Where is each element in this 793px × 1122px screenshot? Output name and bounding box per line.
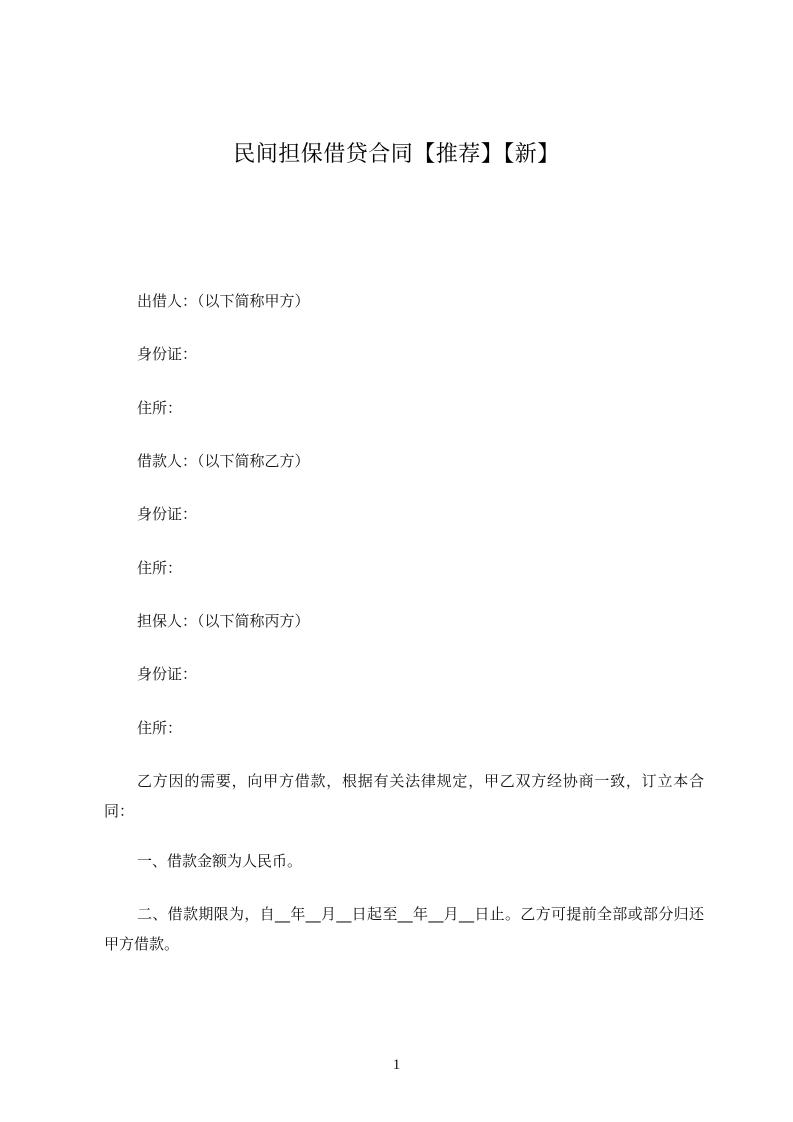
page-title: 民间担保借贷合同【推荐】【新】: [233, 142, 560, 167]
lender-id-field: 身份证：: [137, 345, 198, 363]
guarantor-address-field: 住所：: [137, 719, 183, 737]
borrower-address-field: 住所：: [137, 559, 183, 577]
lender-field: 出借人：（以下简称甲方）: [137, 292, 310, 310]
lender-address-field: 住所：: [137, 399, 183, 417]
preamble-paragraph: 乙方因的需要，向甲方借款，根据有关法律规定，甲乙双方经协商一致，订立本合同：: [104, 772, 704, 820]
borrower-field: 借款人：（以下简称乙方）: [137, 452, 310, 470]
page-number: 1: [392, 1057, 401, 1073]
guarantor-field: 担保人：（以下简称丙方）: [137, 612, 310, 630]
guarantor-id-field: 身份证：: [137, 665, 198, 683]
clause-loan-term: 二、借款期限为，自__年__月__日起至__年__月__日止。乙方可提前全部或部分归还甲方借款。: [104, 905, 704, 953]
borrower-id-field: 身份证：: [137, 505, 198, 523]
clause-loan-amount: 一、借款金额为人民币。: [137, 852, 303, 870]
